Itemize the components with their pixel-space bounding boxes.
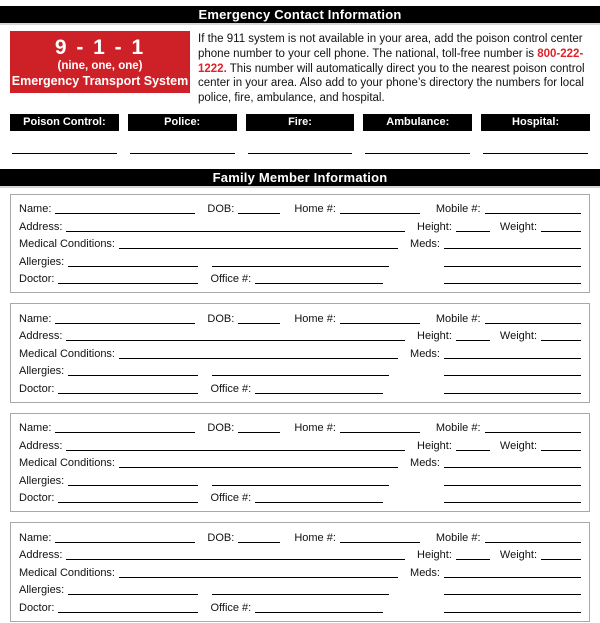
badge-911-number: 9 - 1 - 1 <box>54 35 146 59</box>
emergency-section-title: Emergency Contact Information <box>198 7 402 22</box>
weight-write-in-line <box>541 448 581 451</box>
dob-label: DOB: <box>207 203 235 216</box>
member-row-allergies <box>19 251 581 269</box>
doctor-label: Doctor: <box>19 492 55 505</box>
address-write-in-line <box>66 338 405 341</box>
contact-label-ambulance: Ambulance: <box>363 114 472 131</box>
meds-extra-write-in-line-2 <box>444 610 581 613</box>
name-label: Name: <box>19 422 52 435</box>
address-write-in-line <box>66 557 405 560</box>
family-member-card <box>10 303 590 403</box>
emergency-header-bar <box>0 6 600 25</box>
meds-write-in-line <box>444 575 581 578</box>
dob-label: DOB: <box>207 422 235 435</box>
member-row-medical <box>19 562 581 580</box>
allergies-extra-write-in-line <box>212 264 389 267</box>
meds-label: Meds: <box>410 347 440 360</box>
address-label: Address: <box>19 220 63 233</box>
allergies-write-in-line <box>68 373 198 376</box>
dob-write-in-line <box>238 211 280 214</box>
office-phone-write-in-line <box>255 500 383 503</box>
weight-write-in-line <box>541 557 581 560</box>
member-row-allergies <box>19 470 581 488</box>
address-write-in-line <box>66 448 405 451</box>
family-member-card <box>10 522 590 622</box>
meds-extra-write-in-line-2 <box>444 500 581 503</box>
doctor-write-in-line <box>58 610 198 613</box>
member-row-address <box>19 326 581 344</box>
family-section-title: Family Member Information <box>212 169 388 185</box>
member-row-address <box>19 435 581 453</box>
height-label: Height: <box>417 330 452 343</box>
mobile-phone-write-in-line <box>485 211 581 214</box>
name-label: Name: <box>19 531 52 544</box>
doctor-write-in-line <box>58 500 198 503</box>
member-row-doctor <box>19 378 581 396</box>
member-row-doctor <box>19 597 581 615</box>
meds-extra-write-in-line-2 <box>444 281 581 284</box>
poison-control-write-in-line <box>12 153 117 154</box>
allergies-extra-write-in-line <box>212 592 389 595</box>
member-row-name <box>19 199 581 217</box>
name-write-in-line <box>55 211 195 214</box>
allergies-extra-write-in-line <box>212 483 389 486</box>
meds-write-in-line <box>444 465 581 468</box>
mobile-phone-write-in-line <box>485 321 581 324</box>
contact-write-in-row <box>10 153 590 154</box>
dob-write-in-line <box>238 540 280 543</box>
doctor-write-in-line <box>58 391 198 394</box>
office-phone-write-in-line <box>255 610 383 613</box>
home-phone-write-in-line <box>340 321 420 324</box>
meds-extra-write-in-line-1 <box>444 264 581 267</box>
instructions-text-after: This number will automatically direct you to the nearest poison control center in your area. Also add to your phone’s directory the numbers for local police, fire, ambulance, and hospital. <box>198 62 585 105</box>
dob-label: DOB: <box>207 312 235 325</box>
allergies-extra-write-in-line <box>212 373 389 376</box>
allergies-label: Allergies: <box>19 255 65 268</box>
home-phone-write-in-line <box>340 211 420 214</box>
name-label: Name: <box>19 203 52 216</box>
dob-write-in-line <box>238 430 280 433</box>
meds-write-in-line <box>444 246 581 249</box>
fire-write-in-line <box>248 153 353 154</box>
weight-label: Weight: <box>499 549 537 562</box>
member-row-doctor <box>19 269 581 287</box>
height-label: Height: <box>417 549 452 562</box>
name-write-in-line <box>55 321 195 324</box>
home-phone-label: Home #: <box>294 312 336 325</box>
office-phone-label: Office #: <box>210 273 252 286</box>
family-header-bar <box>0 169 600 188</box>
meds-extra-write-in-line-1 <box>444 483 581 486</box>
member-row-name <box>19 527 581 545</box>
family-members <box>0 194 600 622</box>
meds-label: Meds: <box>410 238 440 251</box>
home-phone-label: Home #: <box>294 531 336 544</box>
home-phone-write-in-line <box>340 540 420 543</box>
contact-label-fire: Fire: <box>246 114 355 131</box>
meds-extra-write-in-line-1 <box>444 592 581 595</box>
doctor-write-in-line <box>58 281 198 284</box>
contact-label-poison-control: Poison Control: <box>10 114 119 131</box>
height-write-in-line <box>456 338 490 341</box>
weight-label: Weight: <box>499 330 537 343</box>
mobile-phone-label: Mobile #: <box>435 312 481 325</box>
doctor-label: Doctor: <box>19 601 55 614</box>
allergies-write-in-line <box>68 264 198 267</box>
emergency-info-row <box>10 31 590 106</box>
mobile-phone-label: Mobile #: <box>435 203 481 216</box>
family-member-card <box>10 413 590 513</box>
medical-conditions-write-in-line <box>119 465 398 468</box>
member-row-address <box>19 545 581 563</box>
height-write-in-line <box>456 557 490 560</box>
height-label: Height: <box>417 439 452 452</box>
member-row-name <box>19 308 581 326</box>
badge-911-subtitle: Emergency Transport System <box>11 73 189 88</box>
home-phone-label: Home #: <box>294 203 336 216</box>
police-write-in-line <box>130 153 235 154</box>
meds-extra-write-in-line-2 <box>444 391 581 394</box>
member-row-allergies <box>19 361 581 379</box>
doctor-label: Doctor: <box>19 273 55 286</box>
meds-extra-write-in-line-1 <box>444 373 581 376</box>
contact-label-police: Police: <box>128 114 237 131</box>
badge-911-pronunciation: (nine, one, one) <box>57 59 143 72</box>
member-row-medical <box>19 234 581 252</box>
meds-write-in-line <box>444 356 581 359</box>
allergies-label: Allergies: <box>19 365 65 378</box>
name-write-in-line <box>55 430 195 433</box>
emergency-instructions <box>198 31 590 106</box>
address-label: Address: <box>19 549 63 562</box>
height-write-in-line <box>456 448 490 451</box>
dob-label: DOB: <box>207 531 235 544</box>
name-label: Name: <box>19 312 52 325</box>
address-label: Address: <box>19 330 63 343</box>
medical-conditions-write-in-line <box>119 575 398 578</box>
name-write-in-line <box>55 540 195 543</box>
mobile-phone-label: Mobile #: <box>435 531 481 544</box>
weight-label: Weight: <box>499 439 537 452</box>
mobile-phone-label: Mobile #: <box>435 422 481 435</box>
height-write-in-line <box>456 229 490 232</box>
weight-label: Weight: <box>499 220 537 233</box>
meds-label: Meds: <box>410 457 440 470</box>
allergies-label: Allergies: <box>19 474 65 487</box>
medical-conditions-label: Medical Conditions: <box>19 347 115 360</box>
medical-conditions-write-in-line <box>119 356 398 359</box>
family-member-card <box>10 194 590 294</box>
allergies-write-in-line <box>68 592 198 595</box>
meds-label: Meds: <box>410 566 440 579</box>
dob-write-in-line <box>238 321 280 324</box>
office-phone-label: Office #: <box>210 382 252 395</box>
doctor-label: Doctor: <box>19 382 55 395</box>
mobile-phone-write-in-line <box>485 430 581 433</box>
weight-write-in-line <box>541 338 581 341</box>
poison-control-phone-number: 800-222-1222. <box>198 47 584 75</box>
weight-write-in-line <box>541 229 581 232</box>
instructions-text-before: If the 911 system is not available in your area, add the poison control center phone number to your cell phone. The national, toll-free number is <box>198 33 583 60</box>
member-row-name <box>19 418 581 436</box>
medical-conditions-label: Medical Conditions: <box>19 238 115 251</box>
mobile-phone-write-in-line <box>485 540 581 543</box>
allergies-write-in-line <box>68 483 198 486</box>
office-phone-write-in-line <box>255 281 383 284</box>
medical-conditions-label: Medical Conditions: <box>19 457 115 470</box>
member-row-medical <box>19 343 581 361</box>
home-phone-write-in-line <box>340 430 420 433</box>
office-phone-write-in-line <box>255 391 383 394</box>
member-row-doctor <box>19 488 581 506</box>
office-phone-label: Office #: <box>210 492 252 505</box>
badge-911 <box>10 31 190 93</box>
medical-conditions-write-in-line <box>119 246 398 249</box>
address-label: Address: <box>19 439 63 452</box>
contact-labels-row <box>10 114 590 131</box>
address-write-in-line <box>66 229 405 232</box>
office-phone-label: Office #: <box>210 601 252 614</box>
member-row-medical <box>19 453 581 471</box>
home-phone-label: Home #: <box>294 422 336 435</box>
allergies-label: Allergies: <box>19 584 65 597</box>
contact-label-hospital: Hospital: <box>481 114 590 131</box>
member-row-allergies <box>19 580 581 598</box>
hospital-write-in-line <box>483 153 588 154</box>
height-label: Height: <box>417 220 452 233</box>
ambulance-write-in-line <box>365 153 470 154</box>
member-row-address <box>19 216 581 234</box>
medical-conditions-label: Medical Conditions: <box>19 566 115 579</box>
